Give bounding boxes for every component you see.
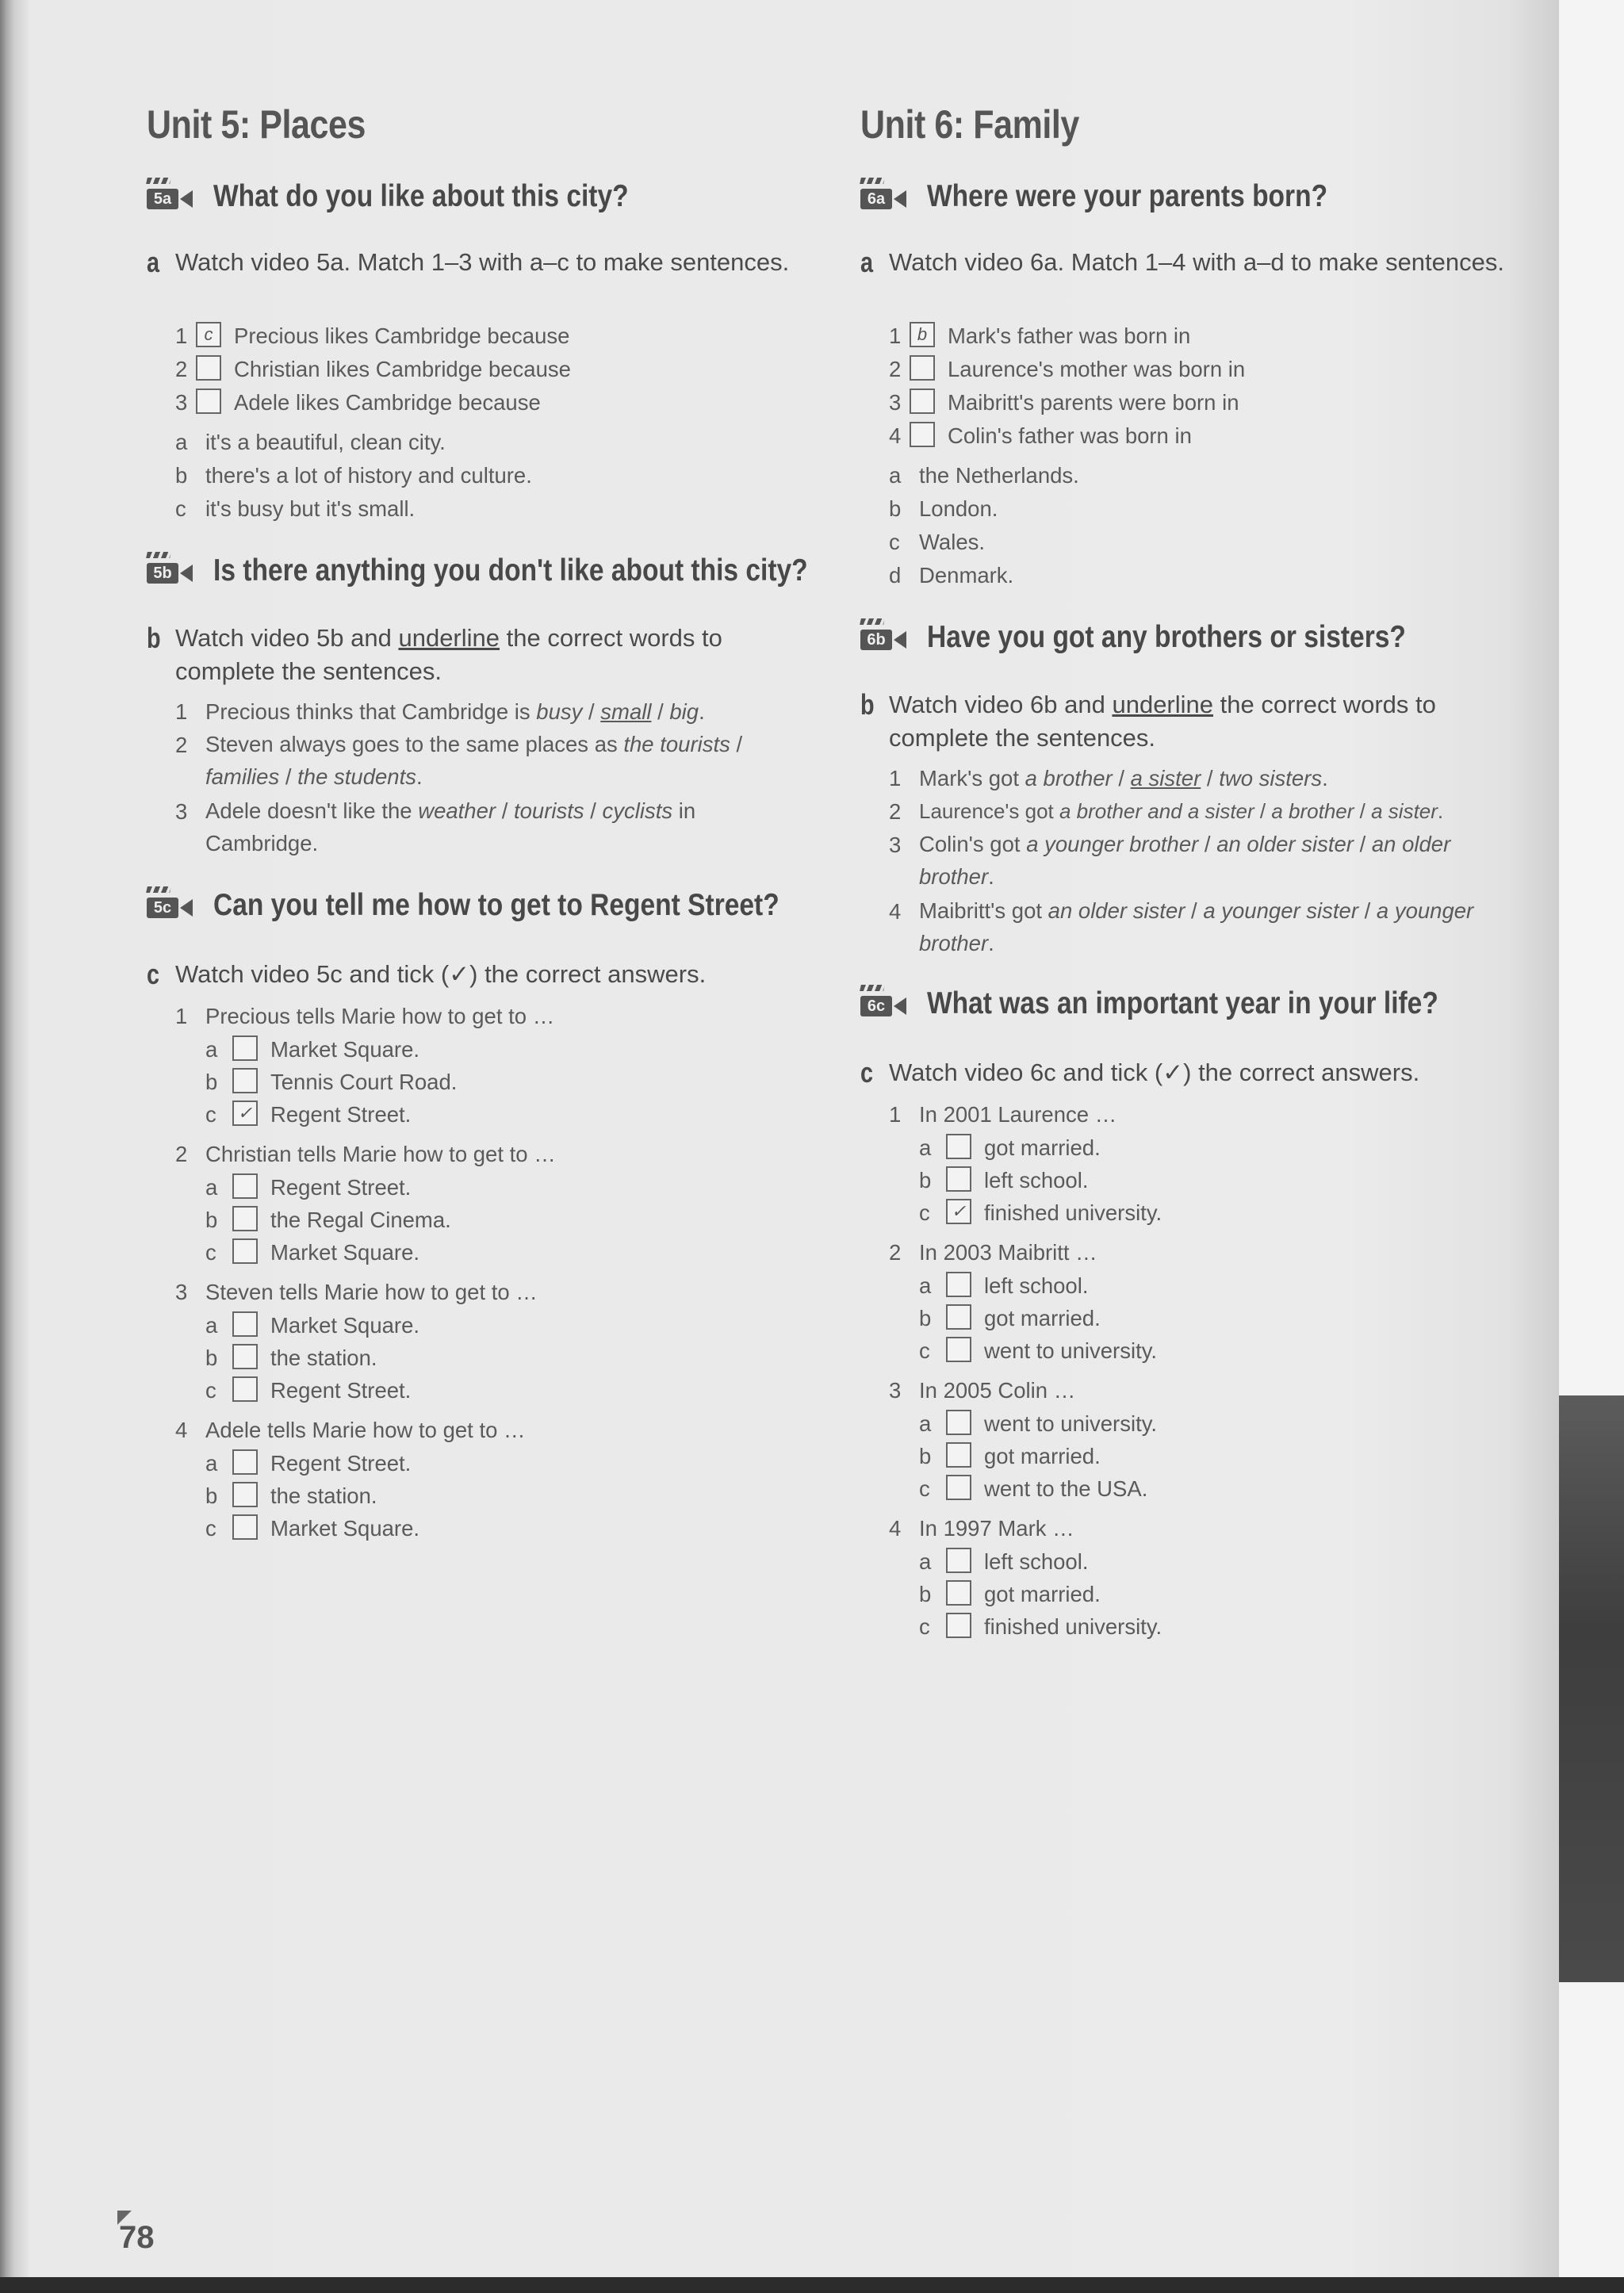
workbook-page: Unit 5: Places 5a What do you like about this city? a Watch video 5a. Match 1–3 with a–c to make sentences. 1 c Precious likes Cambridge because 2 Christian likes Cambridge because 3 Adele likes Cambridge because a it's a beautiful, clean city. b there's a lot of history and culture. c it's busy but it's small. 5b Is there anything you don't like about this city? b Watch video 5b and underline the correct words to complete the sentences. 1 Precious thinks that Cambridge is busy / small / big. 2 Steven always goes to the same places as the tourists / families / the students. 3 Adele doesn't like the weather / tourists / cyclists in Cambridge. 5c Can you tell me how to get to Regent Street? c Watch video 5c and tick (✓) the correct answers. 1 Precious tells Marie how to get to … a Market Square. b Tennis Court Road. c ✓ Regent Street. 2 Christian tells Marie how to get to … a Regent Street. b the Regal Cinema. c Market Square. 3 Steven tells Marie how to get to … a Market Square. b the station. c Regent Street. 4 Adele tells Marie how to get to … a Regent Street. b the station. c Market Square. Unit 6: Family 6a Where were your parents born? a Watch video 6a. Match 1–4 with a–d to make sentences. 1 b Mark's father was born in 2 Laurence's mother was born in 3 Maibritt's parents were born in 4 Colin's father was born in a the Netherlands. b London. c Wales. d Denmark. 6b Have you got any brothers or sisters? b Watch video 6b and underline the correct words to complete the sentences. 1 Mark's got a brother / a sister / two sisters. 2 Laurence's got a brother and a sister / a brother / a sister. 3 Colin's got a younger brother / an older sister / an older brother. 4 Maibritt's got an older sister / a younger sister / a younger brother. 6c What was an important year in your life? c Watch video 6c and tick (✓) the correct answers. 1 In 2001 Laurence … a got married. b left school. c ✓ finished university. 2 In 2003 Maibritt … a left school. b got married. c went to university. 3 In 2005 Colin … a went to university. b got married. c went to the USA. 4 In 1997 Mark … a left school. b got married. c finished university. 78 bbox=[0, 0, 1624, 2293]
tick-box[interactable] bbox=[232, 1206, 258, 1231]
exercise-letter: b bbox=[147, 622, 161, 654]
exercise-letter: a bbox=[860, 246, 874, 278]
video-badge-6c: 6c bbox=[860, 996, 892, 1016]
section-6a-title: Where were your parents born? bbox=[927, 179, 1328, 213]
tick-box[interactable] bbox=[946, 1166, 971, 1192]
tick-box[interactable] bbox=[232, 1173, 258, 1199]
exercise-instruction: Watch video 5a. Match 1–3 with a–c to make sentences. bbox=[175, 248, 790, 276]
video-badge-5b: 5b bbox=[147, 563, 178, 584]
tick-box[interactable] bbox=[946, 1272, 971, 1297]
tick-box[interactable] bbox=[232, 1376, 258, 1402]
video-icon bbox=[860, 618, 910, 661]
section-5c-title: Can you tell me how to get to Regent Street? bbox=[213, 888, 779, 922]
tick-box[interactable] bbox=[946, 1134, 971, 1159]
video-badge-6b: 6b bbox=[860, 630, 892, 650]
tick-box[interactable] bbox=[232, 1482, 258, 1507]
section-6c-title: What was an important year in your life? bbox=[927, 986, 1438, 1020]
tick-box[interactable] bbox=[946, 1475, 971, 1500]
tick-box[interactable] bbox=[946, 1304, 971, 1330]
sentence-item: 2 Steven always goes to the same places as the tourists / families / the students. bbox=[175, 732, 743, 789]
tick-box[interactable] bbox=[232, 1035, 258, 1061]
answer-box[interactable] bbox=[910, 355, 935, 381]
tick-box[interactable] bbox=[232, 1449, 258, 1475]
sentence-item: 3 Colin's got a younger brother / an older sister / an older brother. bbox=[889, 832, 1451, 889]
video-badge-5a: 5a bbox=[147, 189, 178, 209]
answer-box[interactable] bbox=[196, 389, 221, 414]
next-page-photo-edge bbox=[1559, 1395, 1624, 1982]
sentence-item: 3 Adele doesn't like the weather / tourists / cyclists in Cambridge. bbox=[175, 798, 696, 856]
exercise-instruction: Watch video 6c and tick (✓) the correct answers. bbox=[889, 1058, 1420, 1086]
exercise-letter: a bbox=[147, 246, 160, 278]
video-icon bbox=[147, 886, 196, 929]
tick-box[interactable] bbox=[946, 1613, 971, 1638]
section-5b-title: Is there anything you don't like about this city? bbox=[213, 553, 808, 588]
answer-box[interactable] bbox=[910, 389, 935, 414]
answer-box[interactable] bbox=[910, 422, 935, 447]
tick-box[interactable]: ✓ bbox=[232, 1101, 258, 1126]
tick-box[interactable] bbox=[946, 1442, 971, 1468]
tick-box[interactable] bbox=[946, 1337, 971, 1362]
video-icon bbox=[860, 985, 910, 1028]
exercise-letter: b bbox=[860, 688, 875, 721]
unit-5-title: Unit 5: Places bbox=[147, 102, 366, 147]
tick-box[interactable] bbox=[946, 1580, 971, 1606]
page-number: 78 bbox=[119, 2220, 155, 2255]
exercise-instruction: Watch video 5c and tick (✓) the correct answers. bbox=[175, 960, 707, 988]
answer-box[interactable]: b bbox=[910, 322, 935, 347]
video-badge-6a: 6a bbox=[860, 189, 892, 209]
tick-box[interactable]: ✓ bbox=[946, 1199, 971, 1224]
exercise-instruction: Watch video 6a. Match 1–4 with a–d to make sentences. bbox=[889, 248, 1504, 276]
sentence-item: 4 Maibritt's got an older sister / a younger sister / a younger brother. bbox=[889, 898, 1474, 955]
tick-box[interactable] bbox=[232, 1344, 258, 1369]
video-icon bbox=[147, 178, 196, 220]
answer-box[interactable]: c bbox=[196, 322, 221, 347]
answer-box[interactable] bbox=[196, 355, 221, 381]
video-badge-5c: 5c bbox=[147, 898, 178, 918]
page-binding-shadow bbox=[0, 0, 29, 2293]
section-5a-title: What do you like about this city? bbox=[213, 179, 629, 213]
exercise-letter: c bbox=[860, 1056, 874, 1089]
tick-box[interactable] bbox=[232, 1514, 258, 1540]
scan-bottom-edge bbox=[0, 2277, 1624, 2293]
tick-box[interactable] bbox=[232, 1311, 258, 1337]
tick-box[interactable] bbox=[232, 1238, 258, 1264]
exercise-instruction: Watch video 5b and underline the correct words to complete the sentences. bbox=[175, 624, 722, 685]
unit-6-title: Unit 6: Family bbox=[860, 102, 1079, 147]
video-icon bbox=[147, 552, 196, 595]
exercise-letter: c bbox=[147, 958, 160, 990]
tick-box[interactable] bbox=[946, 1548, 971, 1573]
tick-box[interactable] bbox=[946, 1410, 971, 1435]
tick-box[interactable] bbox=[232, 1068, 258, 1093]
section-6b-title: Have you got any brothers or sisters? bbox=[927, 620, 1406, 654]
video-icon bbox=[860, 178, 910, 220]
exercise-instruction: Watch video 6b and underline the correct words to complete the sentences. bbox=[889, 691, 1436, 752]
